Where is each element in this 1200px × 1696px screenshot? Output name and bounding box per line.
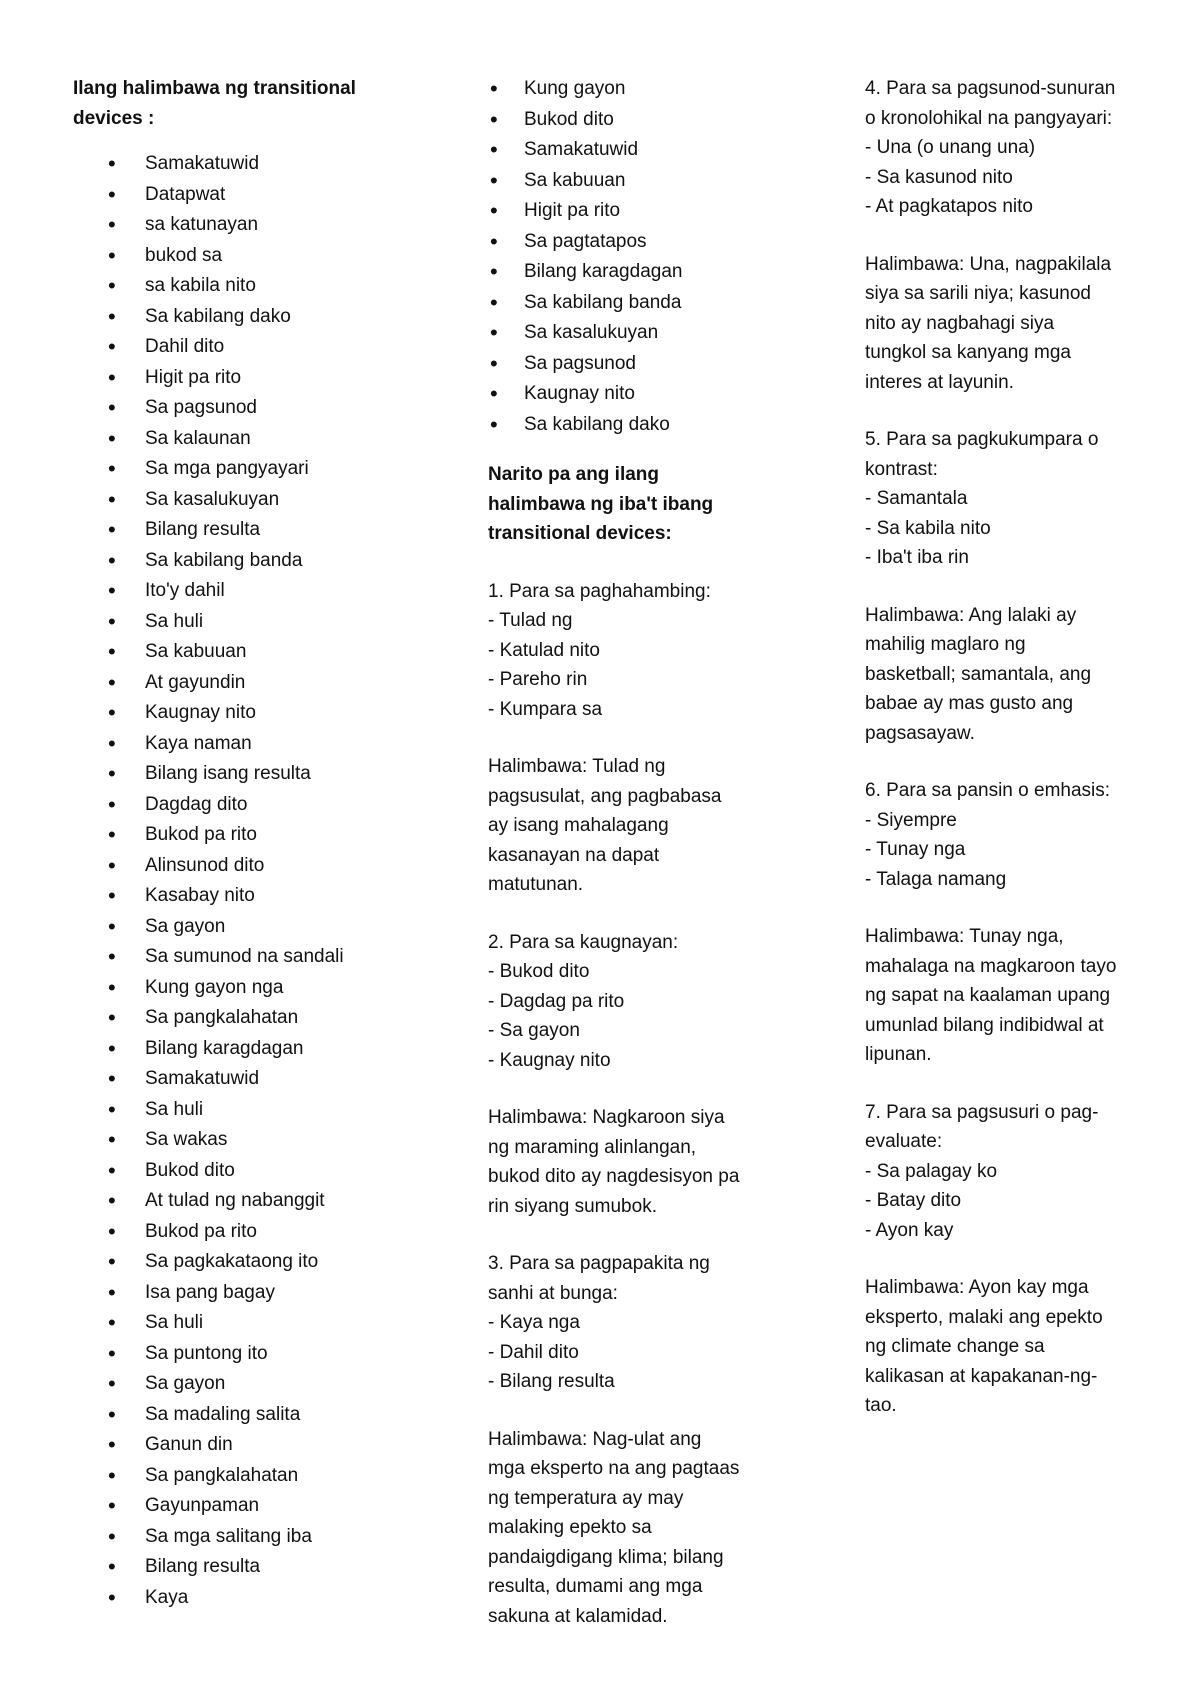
example-line: kasanayan na dapat [488,844,660,866]
example-block [865,922,1165,1070]
list-item: • At gayundin [73,668,403,699]
category-block [865,776,1165,894]
example-block [488,752,788,900]
example-line: lipunan. [865,1044,932,1065]
category-item: - Tulad ng [488,610,573,631]
category-title: 3. Para sa pagpapakita ng [488,1253,710,1274]
list-item: • Bilang isang resulta [73,759,403,790]
list-item: • Higit pa rito [488,196,788,227]
list-item: • Bukod dito [488,105,788,136]
category-item: - Kaugnay nito [488,1049,611,1071]
category-block [488,928,788,1076]
category-item: - Bukod dito [488,961,590,982]
category-kontrast [865,425,1165,748]
example-line: mahilig maglaro ng [865,634,1026,655]
list-item: • Gayunpaman [73,1491,403,1522]
category-item: - Tunay nga [865,839,966,860]
list-item: • Kung gayon nga [73,973,403,1004]
section-heading-line: Narito pa ang ilang [488,464,660,485]
list-item: • Kasabay nito [73,881,403,912]
category-kronolohikal [865,74,1165,397]
list-item: • Sa gayon [73,1369,403,1400]
list-item: • Dahil dito [73,332,403,363]
section-heading-line: transitional devices: [488,523,672,544]
list-item: • Sa pagkakataong ito [73,1247,403,1278]
list-item: • Datapwat [73,180,403,211]
list-heading-line-2: devices : [73,107,155,129]
list-item: • Sa kabilang dako [73,302,403,333]
category-title: 7. Para sa pagsusuri o pag- [865,1101,1099,1123]
example-line: pagsusulat, ang pagbabasa [488,785,722,807]
list-item: • Kaya naman [73,729,403,760]
category-item: - Samantala [865,488,968,509]
example-line: umunlad bilang indibidwal at [865,1014,1104,1036]
list-item: • Bukod pa rito [73,1217,403,1248]
example-line: ng temperatura ay may [488,1487,684,1509]
category-item: - Bilang resulta [488,1371,615,1392]
example-line: Halimbawa: Ang lalaki ay [865,604,1077,626]
list-item: • Sa pangkalahatan [73,1003,403,1034]
category-item: - Talaga namang [865,868,1007,890]
category-title: 2. Para sa kaugnayan: [488,931,679,953]
category-block [865,1098,1165,1246]
category-title: sanhi at bunga: [488,1282,618,1304]
list-item: • Bilang karagdagan [488,257,788,288]
example-line: tao. [865,1395,897,1416]
example-line: siya sa sarili niya; kasunod [865,283,1091,304]
list-item: • Sa madaling salita [73,1400,403,1431]
list-item: • Kaugnay nito [73,698,403,729]
example-block [488,1103,788,1221]
example-block [488,1425,788,1632]
category-item: - Kumpara sa [488,698,603,720]
category-title: 6. Para sa pansin o emhasis: [865,780,1111,801]
transition-word-list-continued [488,74,788,440]
category-item: - Siyempre [865,809,957,831]
category-item: - Katulad nito [488,639,600,661]
list-item: • At tulad ng nabanggit [73,1186,403,1217]
example-line: eksperto, malaki ang epekto [865,1306,1103,1328]
list-item: • Sa mga salitang iba [73,1522,403,1553]
category-item: - Pareho rin [488,669,588,690]
category-title: evaluate: [865,1131,943,1152]
example-line: babae ay mas gusto ang [865,693,1074,714]
list-item: • Sa kasalukuyan [488,318,788,349]
list-item: • Sa pagsunod [73,393,403,424]
example-line: pandaigdigang klima; bilang [488,1546,724,1568]
example-line: ng climate change sa [865,1336,1045,1357]
category-item: - Sa palagay ko [865,1160,998,1182]
column-left [73,74,403,1613]
category-title: 1. Para sa paghahambing: [488,580,711,602]
list-item: • Bilang resulta [73,1552,403,1583]
example-line: malaking epekto sa [488,1517,652,1538]
category-block [865,74,1165,222]
list-item: • Sa gayon [73,912,403,943]
category-pagsusuri [865,1098,1165,1421]
list-item: • Sa pagsunod [488,349,788,380]
example-block [865,250,1165,398]
list-item: • Kaya [73,1583,403,1614]
transition-word-list [73,149,403,1613]
list-item: • Sa kasalukuyan [73,485,403,516]
category-sanhi-at-bunga [488,1249,788,1631]
list-item: • sa katunayan [73,210,403,241]
category-item: - Batay dito [865,1190,962,1211]
category-title: kontrast: [865,458,938,480]
category-item: - Kaya nga [488,1312,580,1333]
list-item: • Sa kalaunan [73,424,403,455]
example-line: ng sapat na kaalaman upang [865,985,1111,1006]
example-line: rin siyang sumubok. [488,1195,657,1217]
example-line: interes at layunin. [865,371,1014,393]
example-line: Halimbawa: Ayon kay mga [865,1277,1089,1298]
category-item: - Ayon kay [865,1219,954,1241]
list-item: • Kaugnay nito [488,379,788,410]
example-line: pagsasayaw. [865,722,975,744]
list-item: • Ito'y dahil [73,576,403,607]
list-item: • Isa pang bagay [73,1278,403,1309]
spacer [73,133,403,149]
list-item: • Higit pa rito [73,363,403,394]
category-item: - Dagdag pa rito [488,990,625,1012]
example-line: Halimbawa: Tunay nga, [865,926,1064,947]
list-item: • Samakatuwid [488,135,788,166]
list-item: • Bilang karagdagan [73,1034,403,1065]
list-item: • Samakatuwid [73,1064,403,1095]
list-item: • Sa kabuuan [73,637,403,668]
list-item: • Sa puntong ito [73,1339,403,1370]
list-item: • Sa huli [73,1308,403,1339]
list-item: • Alinsunod dito [73,851,403,882]
example-line: nito ay nagbahagi siya [865,312,1055,334]
category-item: - Iba't iba rin [865,547,969,568]
list-item: • Kung gayon [488,74,788,105]
category-block [865,425,1165,573]
example-line: mga eksperto na ang pagtaas [488,1458,740,1479]
example-line: sakuna at kalamidad. [488,1605,668,1627]
example-block [865,1273,1165,1421]
example-line: bukod dito ay nagdesisyon pa [488,1166,740,1187]
list-item: • Sa pagtatapos [488,227,788,258]
example-line: basketball; samantala, ang [865,663,1092,685]
example-line: Halimbawa: Una, nagpakilala [865,253,1112,275]
list-item: • bukod sa [73,241,403,272]
category-item: - Dahil dito [488,1341,579,1363]
category-title: o kronolohikal na pangyayari: [865,107,1113,129]
list-item: • Sa huli [73,1095,403,1126]
category-block [488,577,788,725]
category-block [488,1249,788,1397]
category-title: 4. Para sa pagsunod-sunuran [865,78,1116,99]
category-item: - Una (o unang una) [865,137,1036,158]
list-item: • Sa kabilang dako [488,410,788,441]
list-item: • Bukod pa rito [73,820,403,851]
list-item: • Sa kabilang banda [488,288,788,319]
list-item: • Samakatuwid [73,149,403,180]
example-line: ay isang mahalagang [488,815,669,836]
category-title: 5. Para sa pagkukumpara o [865,429,1099,450]
category-item: - At pagkatapos nito [865,196,1033,217]
example-line: Halimbawa: Tulad ng [488,756,666,777]
list-item: • Sa mga pangyayari [73,454,403,485]
category-kaugnayan [488,928,788,1222]
list-item: • Dagdag dito [73,790,403,821]
example-line: resulta, dumami ang mga [488,1576,703,1597]
spacer [488,440,788,460]
example-line: matutunan. [488,874,584,895]
list-item: • Sa wakas [73,1125,403,1156]
list-heading-line-1: Ilang halimbawa ng transitional [73,78,356,99]
column-middle [488,74,788,1659]
example-line: Halimbawa: Nagkaroon siya [488,1107,725,1128]
list-item: • Sa kabilang banda [73,546,403,577]
list-item: • sa kabila nito [73,271,403,302]
example-block [865,601,1165,749]
list-item: • Ganun din [73,1430,403,1461]
list-item: • Sa pangkalahatan [73,1461,403,1492]
list-item: • Sa kabuuan [488,166,788,197]
category-item: - Sa kabila nito [865,517,991,539]
example-line: tungkol sa kanyang mga [865,342,1071,363]
list-item: • Bukod dito [73,1156,403,1187]
example-line: ng maraming alinlangan, [488,1136,697,1158]
section-heading-line: halimbawa ng iba't ibang [488,493,714,515]
category-item: - Sa kasunod nito [865,166,1013,188]
column-right [865,74,1165,1449]
example-line: Halimbawa: Nag-ulat ang [488,1428,702,1450]
list-item: • Sa sumunod na sandali [73,942,403,973]
list-item: • Bilang resulta [73,515,403,546]
list-item: • Sa huli [73,607,403,638]
category-item: - Sa gayon [488,1020,580,1041]
category-emphasis [865,776,1165,1070]
example-line: mahalaga na magkaroon tayo [865,955,1117,977]
category-paghahambing [488,577,788,900]
example-line: kalikasan at kapakanan-ng- [865,1365,1098,1387]
